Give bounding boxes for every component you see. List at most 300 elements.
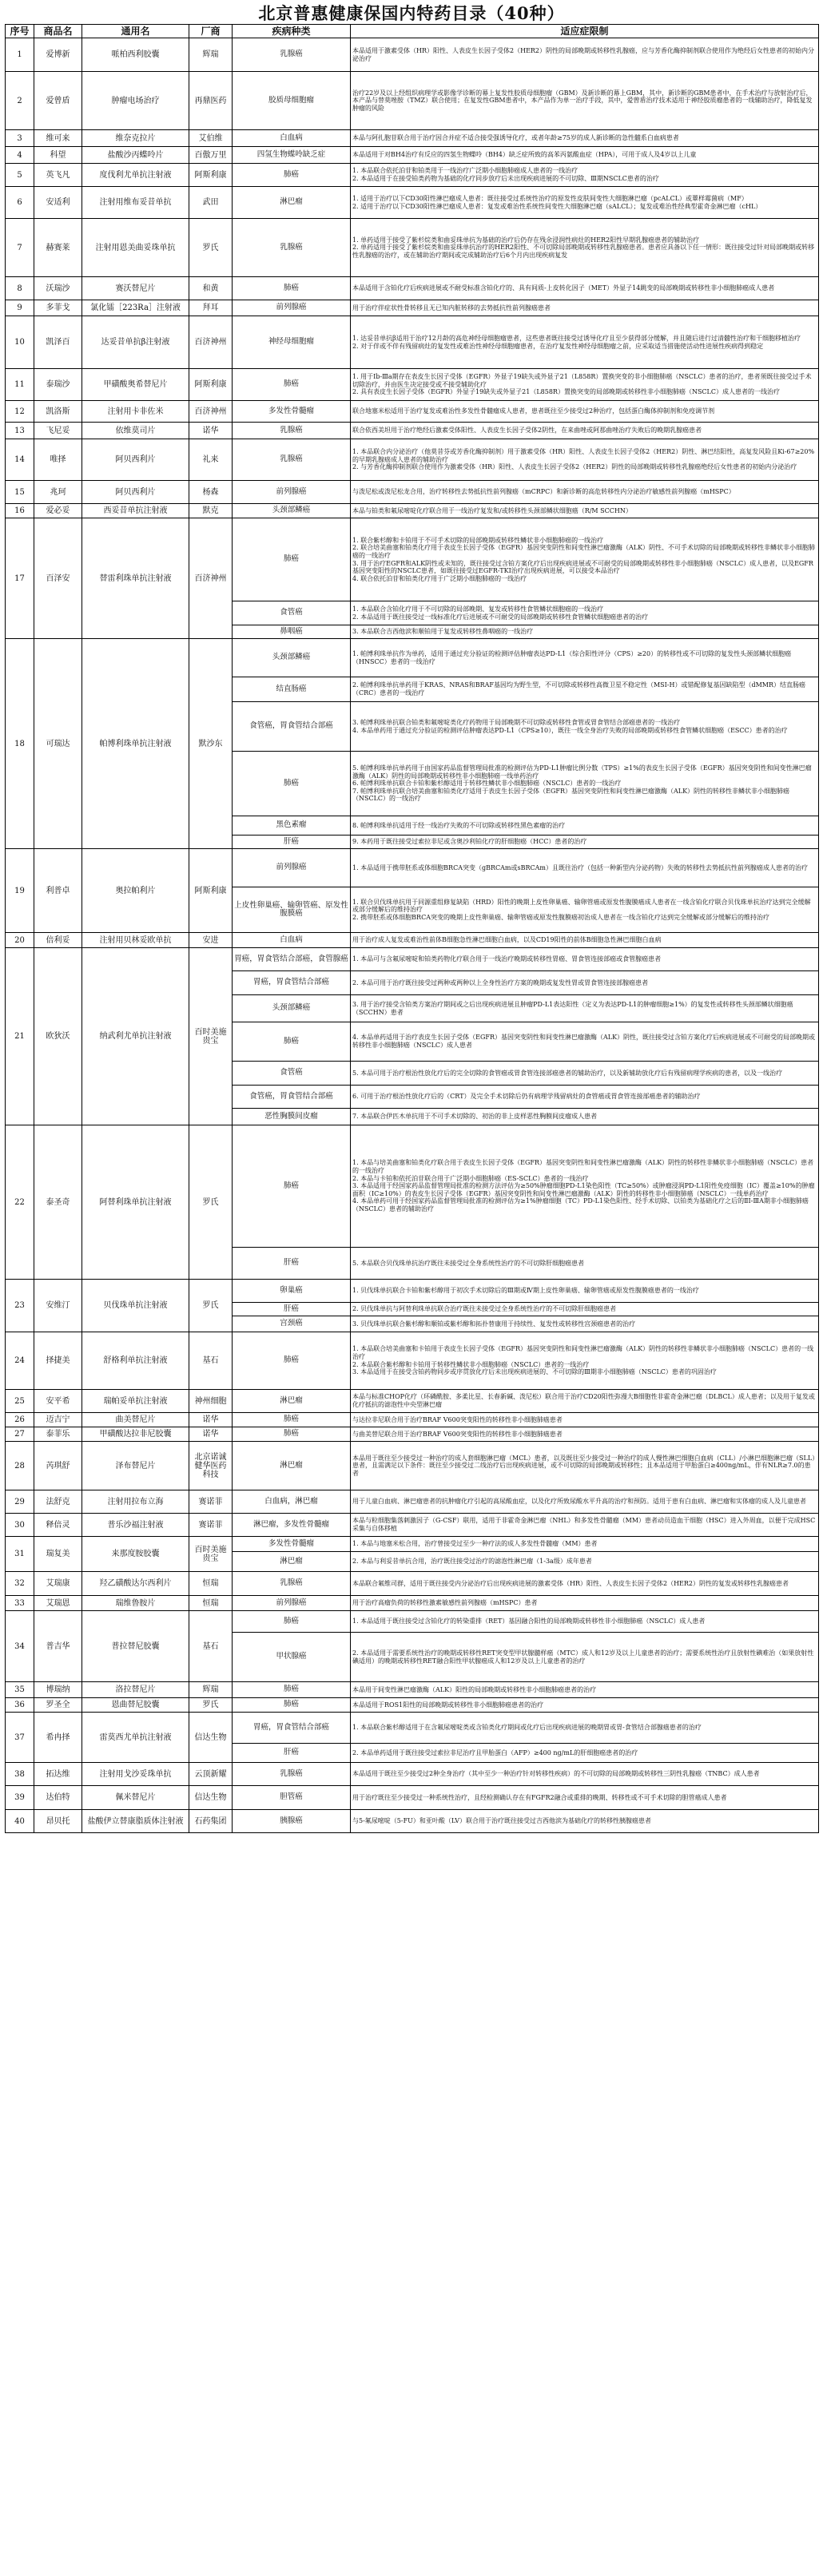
generic-name-cell: 甲磺酸达拉非尼胶囊 — [82, 1427, 189, 1442]
seq-cell: 28 — [6, 1442, 34, 1490]
manufacturer-cell: 礼来 — [189, 439, 233, 481]
table-row — [6, 1763, 819, 1786]
indication-cell — [351, 1713, 819, 1744]
manufacturer-cell: 信达生物 — [189, 1713, 233, 1763]
seq-cell: 7 — [6, 219, 34, 277]
indication-text: 1. 本品与地塞米松合用，治疗曾接受过至少一种疗法的成人多发性骨髓瘤（MM）患者 — [352, 1540, 598, 1548]
seq-cell: 3 — [6, 130, 34, 147]
indication-text: 9. 本药用于既往接受过索拉非尼或含奥沙利铂化疗的肝细胞癌（HCC）患者的治疗 — [352, 838, 587, 846]
manufacturer-cell: 诺华 — [189, 1427, 233, 1442]
indication-text: 1. 本品联合含铂化疗用于不可切除的局部晚期、复发或转移性食管鳞状细胞癌的一线治疗 2. 本品适用于既往接受过一线标准化疗后进展或不可耐受的局部晚期或转移性食管鳞状细胞癌患者的治疗 — [352, 605, 649, 621]
table-row — [6, 518, 819, 601]
seq-cell: 40 — [6, 1810, 34, 1833]
indication-cell — [351, 1786, 819, 1810]
generic-name-cell: 替雷利珠单抗注射液 — [82, 518, 189, 639]
product-name-cell: 罗圣全 — [34, 1698, 82, 1713]
indication-cell — [351, 72, 819, 130]
table-row — [6, 72, 819, 130]
seq-cell: 13 — [6, 423, 34, 439]
indication-text: 4. 本品单药适用于治疗表皮生长因子受体（EGFR）基因突变阴性和间变性淋巴瘤激酶（ALK）阴性，既往接受过含铂方案化疗后疾病进展或不可耐受的局部晚期或转移性非小细胞肺癌（NSCLC）成人患者 — [352, 1034, 816, 1049]
disease-cell: 乳腺癌 — [233, 38, 351, 72]
indication-cell — [351, 1572, 819, 1596]
header-generic: 通用名 — [82, 25, 189, 38]
indication-text: 本品与标准CHOP化疗（环磷酰胺、多柔比星、长春新碱、泼尼松）联合用于治疗CD20阳性弥漫大B细胞性非霍奇金淋巴瘤（DLBCL）成人患者；以及用于复发或化疗抵抗的滤泡性中央型淋巴瘤 — [352, 1393, 815, 1408]
generic-name-cell: 度伐利尤单抗注射液 — [82, 164, 189, 187]
disease-cell: 食管癌，胃食管结合部癌 — [233, 702, 351, 752]
header-indication: 适应症限制 — [351, 25, 819, 38]
indication-text: 2. 本品与利妥昔单抗合用，治疗既往接受过治疗的滤泡性淋巴瘤（1-3a级）成年患者 — [352, 1558, 592, 1566]
disease-cell: 头颈部鳞癌 — [233, 995, 351, 1022]
product-name-cell: 爱必妥 — [34, 504, 82, 518]
product-name-cell: 爱博新 — [34, 38, 82, 72]
disease-cell: 乳腺癌 — [233, 1763, 351, 1786]
disease-cell: 鼻咽癌 — [233, 625, 351, 639]
product-name-cell: 泰菲乐 — [34, 1427, 82, 1442]
disease-cell: 肺癌 — [233, 1611, 351, 1633]
product-name-cell: 安适利 — [34, 187, 82, 219]
table-row — [6, 504, 819, 518]
product-name-cell: 维可来 — [34, 130, 82, 147]
product-name-cell: 利普卓 — [34, 849, 82, 933]
generic-name-cell: 羟乙磺酸达尔西利片 — [82, 1572, 189, 1596]
disease-cell: 卵巢癌 — [233, 1280, 351, 1303]
manufacturer-cell: 石药集团 — [189, 1810, 233, 1833]
indication-text: 2. 贝伐珠单抗与阿替利珠单抗联合治疗既往未接受过全身系统性治疗的不可切除肝细胞癌患者 — [352, 1305, 617, 1313]
generic-name-cell: 雷莫西尤单抗注射液 — [82, 1713, 189, 1763]
manufacturer-cell: 艾伯维 — [189, 130, 233, 147]
manufacturer-cell: 拜耳 — [189, 300, 233, 316]
indication-cell — [351, 219, 819, 277]
product-name-cell: 兆珂 — [34, 481, 82, 504]
disease-cell: 宫颈癌 — [233, 1316, 351, 1332]
seq-cell: 2 — [6, 72, 34, 130]
indication-cell — [351, 369, 819, 401]
indication-cell — [351, 752, 819, 816]
indication-cell — [351, 1109, 819, 1125]
product-name-cell: 迈吉宁 — [34, 1413, 82, 1427]
indication-text: 1. 本品适用于既往接受过含铂化疗的转染重排（RET）基因融合阳性的局部晚期或转移性非小细胞肺癌（NSCLC）成人患者 — [352, 1617, 706, 1625]
indication-cell — [351, 702, 819, 752]
manufacturer-cell: 诺华 — [189, 1413, 233, 1427]
indication-text: 7. 本品联合伊匹木单抗用于不可手术切除的、初治的非上皮样恶性胸膜间皮瘤成人患者 — [352, 1113, 598, 1121]
indication-text: 与达拉非尼联合用于治疗BRAF V600突变阳性的转移性非小细胞肺癌患者 — [352, 1415, 563, 1423]
manufacturer-cell: 信达生物 — [189, 1786, 233, 1810]
indication-cell — [351, 625, 819, 639]
disease-cell: 淋巴瘤 — [233, 1552, 351, 1572]
indication-text: 1. 本品联合内分泌治疗（他莫昔芬或芳香化酶抑制剂）用于激素受体（HR）阳性、人表皮生长因子受体2（HER2）阴性、淋巴结阳性，高复发风险且Ki-67≥20%的早期乳腺癌成人患者的辅助治疗 2. 与芳香化酶抑制剂联合使用作为激素受体（HR）阳性、人表皮生长因子受体2（HER2）阴性的局部晚期或转移性乳腺癌绝经后女性患者的初始内分泌治疗 — [352, 448, 815, 471]
table-row — [6, 639, 819, 677]
disease-cell: 多发性骨髓瘤 — [233, 1537, 351, 1552]
product-name-cell: 赫赛莱 — [34, 219, 82, 277]
indication-text: 1. 适用于治疗以下CD30阳性淋巴瘤成人患者：既往接受过系统性治疗的原发性皮肤间变性大细胞淋巴瘤（pcALCL）或蕈样霉菌病（MF） 2. 适用于治疗以下CD30阳性淋巴瘤成人患者：复发或难治性系统性间变性大细胞淋巴瘤（sALCL）；复发或难治性经典型霍奇金淋巴瘤（cHL） — [352, 194, 762, 210]
indication-cell — [351, 1611, 819, 1633]
disease-cell: 乳腺癌 — [233, 219, 351, 277]
seq-cell: 19 — [6, 849, 34, 933]
disease-cell: 胆管癌 — [233, 1786, 351, 1810]
manufacturer-cell: 诺华 — [189, 423, 233, 439]
seq-cell: 20 — [6, 933, 34, 948]
indication-cell — [351, 849, 819, 887]
indication-cell — [351, 1062, 819, 1086]
product-name-cell: 倍利妥 — [34, 933, 82, 948]
product-name-cell: 唯择 — [34, 439, 82, 481]
seq-cell: 33 — [6, 1596, 34, 1611]
manufacturer-cell: 神州细胞 — [189, 1390, 233, 1413]
generic-name-cell: 赛沃替尼片 — [82, 277, 189, 300]
table-row — [6, 38, 819, 72]
seq-cell: 16 — [6, 504, 34, 518]
disease-cell: 肝癌 — [233, 1303, 351, 1316]
header-product: 商品名 — [34, 25, 82, 38]
indication-cell — [351, 439, 819, 481]
product-name-cell: 凯泽百 — [34, 316, 82, 369]
disease-cell: 肺癌 — [233, 369, 351, 401]
product-name-cell: 法舒克 — [34, 1490, 82, 1514]
indication-cell — [351, 147, 819, 164]
indication-cell — [351, 1552, 819, 1572]
indication-cell — [351, 1744, 819, 1763]
indication-cell — [351, 836, 819, 849]
seq-cell: 9 — [6, 300, 34, 316]
seq-cell: 34 — [6, 1611, 34, 1682]
disease-cell: 肺癌 — [233, 1332, 351, 1390]
manufacturer-cell: 百时美施贵宝 — [189, 1537, 233, 1572]
indication-cell — [351, 1248, 819, 1280]
indication-text: 6. 可用于治疗根治性放化疗后的（CRT）及完全手术切除后仍有病理学残留病灶的食管癌或胃食管连接部癌患者的辅助治疗 — [352, 1093, 701, 1101]
table-row — [6, 423, 819, 439]
drug-catalog-table — [5, 24, 819, 1833]
generic-name-cell: 注射用维布妥昔单抗 — [82, 187, 189, 219]
product-name-cell: 拓达维 — [34, 1763, 82, 1786]
disease-cell: 食管癌，胃食管结合部癌 — [233, 1086, 351, 1109]
manufacturer-cell: 再鼎医药 — [189, 72, 233, 130]
disease-cell: 白血病 — [233, 933, 351, 948]
table-row — [6, 1413, 819, 1427]
generic-name-cell: 舒格利单抗注射液 — [82, 1332, 189, 1390]
generic-name-cell: 普乐沙福注射液 — [82, 1514, 189, 1537]
indication-text: 2. 帕博利珠单抗单药用于KRAS、NRAS和BRAF基因均为野生型，不可切除或转移性高微卫星不稳定性（MSI-H）或错配修复基因缺陷型（dMMR）结直肠癌（CRC）患者的一线治疗 — [352, 681, 805, 697]
generic-name-cell: 瑞帕妥单抗注射液 — [82, 1390, 189, 1413]
header-seq: 序号 — [6, 25, 34, 38]
indication-cell — [351, 1332, 819, 1390]
disease-cell: 肺癌 — [233, 164, 351, 187]
product-name-cell: 飞尼妥 — [34, 423, 82, 439]
indication-cell — [351, 887, 819, 933]
manufacturer-cell: 武田 — [189, 187, 233, 219]
seq-cell: 32 — [6, 1572, 34, 1596]
indication-cell — [351, 1682, 819, 1698]
manufacturer-cell: 赛诺菲 — [189, 1514, 233, 1537]
disease-cell: 肺癌 — [233, 277, 351, 300]
indication-cell — [351, 1698, 819, 1713]
generic-name-cell: 恩曲替尼胶囊 — [82, 1698, 189, 1713]
indication-cell — [351, 677, 819, 702]
indication-cell — [351, 601, 819, 625]
table-row — [6, 1682, 819, 1698]
manufacturer-cell: 百济神州 — [189, 316, 233, 369]
disease-cell: 肺癌 — [233, 1413, 351, 1427]
indication-cell — [351, 1086, 819, 1109]
product-name-cell: 希冉择 — [34, 1713, 82, 1763]
manufacturer-cell: 百傲万里 — [189, 147, 233, 164]
disease-cell: 白血病，淋巴瘤 — [233, 1490, 351, 1514]
table-row — [6, 1713, 819, 1744]
indication-cell — [351, 971, 819, 995]
indication-text: 本品适用于含铂化疗后疾病进展或不耐受标准含铂化疗的、具有间质-上皮转化因子（MET）外显子14跳变的局部晚期或转移性非小细胞肺癌成人患者 — [352, 284, 775, 292]
table-row — [6, 1490, 819, 1514]
table-row — [6, 1442, 819, 1490]
product-name-cell: 沃瑞沙 — [34, 277, 82, 300]
indication-cell — [351, 38, 819, 72]
product-name-cell: 英飞凡 — [34, 164, 82, 187]
indication-text: 1. 本品联合依托泊苷和铂类用于一线治疗广泛期小细胞肺癌成人患者的一线治疗 2. 本品适用于在接受铂类药物为基础的化疗同步放疗后未出现疾病进展的不可切除、Ⅲ期NSCLC患者的治疗 — [352, 167, 659, 182]
indication-text: 1. 本品联合培美曲塞和卡铂用于表皮生长因子受体（EGFR）基因突变阴性和间变性淋巴瘤激酶（ALK）阴性的转移性非鳞状非小细胞肺癌（NSCLC）患者的一线治疗 2. 本品联合紫杉醇和卡铂用于转移性鳞状非小细胞肺癌（NSCLC）患者的一线治疗 3. 本品适用于在接受含铂药物同步或序贯放化疗后未出现疾病进展的、不可切除的Ⅲ期非小细胞肺癌（NSCLC）患者的巩固治疗 — [352, 1345, 814, 1376]
manufacturer-cell: 基石 — [189, 1611, 233, 1682]
disease-cell: 肺癌 — [233, 1682, 351, 1698]
indication-cell — [351, 1490, 819, 1514]
table-header-row — [6, 25, 819, 38]
table-row — [6, 1125, 819, 1248]
seq-cell: 17 — [6, 518, 34, 639]
manufacturer-cell: 恒瑞 — [189, 1572, 233, 1596]
manufacturer-cell: 默克 — [189, 504, 233, 518]
table-row — [6, 1786, 819, 1810]
seq-cell: 12 — [6, 401, 34, 423]
indication-text: 2. 本品可用于治疗既往接受过两种或两种以上全身性治疗方案的晚期或复发性胃或胃食管连接部腺癌患者 — [352, 978, 649, 986]
indication-text: 本品联合氟维司群，适用于既往接受内分泌治疗后出现疾病进展的激素受体（HR）阳性、人表皮生长因子受体2（HER2）阴性的复发或转移性乳腺癌患者 — [352, 1579, 789, 1587]
indication-text: 1. 本品与培美曲塞和铂类化疗联合用于表皮生长因子受体（EGFR）基因突变阴性和间变性淋巴瘤激酶（ALK）阴性的转移性非鳞状非小细胞肺癌（NSCLC）患者的一线治疗 2. 本品与卡铂和依托泊苷联合用于广泛期小细胞肺癌（ES-SCLC）患者的一线治疗 3. 本品适用于经国家药品监督管理局批准的检测方法评估为≥50%肿瘤细胞PD-L1染色阳性（TC≥50%）或肿瘤浸润PD-L1阳性免疫细胞（IC）覆盖≥10%的肿瘤面积（IC≥10%）的表皮生长因子受体（EGFR）基因突变阴性和间变性淋巴瘤激酶（ALK）阴性的转移性非小细胞肺癌（NSCLC）一线单药治疗 4. 本品单药可用于经国家药品监督管理局批准的检测评估为≥1%肿瘤细胞（TC）PD-L1染色阳性、经手术切除、以铂类为基础化疗之后的ⅡⅠ-ⅢA期非小细胞肺癌（NSCLC）患者的辅助治疗 — [352, 1159, 815, 1213]
indication-text: 联合依西美坦用于治疗绝经后激素受体阳性、人表皮生长因子受体2阴性，在来曲唑或阿那曲唑治疗失败后的晚期乳腺癌患者 — [352, 427, 702, 435]
seq-cell: 30 — [6, 1514, 34, 1537]
indication-cell — [351, 1427, 819, 1442]
generic-name-cell: 注射用戈沙妥珠单抗 — [82, 1763, 189, 1786]
indication-text: 3. 本品联合吉西他滨和顺铂用于复发或转移性鼻咽癌的一线治疗 — [352, 628, 534, 636]
indication-cell — [351, 1390, 819, 1413]
disease-cell: 胃癌，胃食管结合部癌 — [233, 1713, 351, 1744]
indication-cell — [351, 1125, 819, 1248]
disease-cell: 胶质母细胞瘤 — [233, 72, 351, 130]
disease-cell: 甲状腺癌 — [233, 1633, 351, 1682]
indication-text: 联合地塞米松适用于治疗复发或难治性多发性骨髓瘤成人患者，患者既往至少接受过2种治疗，包括蛋白酶体抑制剂和免疫调节剂 — [352, 407, 715, 415]
disease-cell: 结直肠癌 — [233, 677, 351, 702]
table-row — [6, 219, 819, 277]
indication-text: 1. 本品可与含氟尿嘧啶和铂类药物化疗联合用于一线治疗晚期或转移性胃癌、胃食管连接部癌或食管腺癌患者 — [352, 955, 662, 963]
indication-text: 3. 帕博利珠单抗联合铂类和氟嘧啶类化疗药物用于局部晚期不可切除或转移性食管或胃食管结合部癌患者的一线治疗 4. 本品单药用于通过充分验证的检测评估肿瘤表达PD-L1（CPS≥10），既往一线全身治疗失败的局部晚期或转移性食管鳞状细胞癌（ESCC）患者的治疗 — [352, 718, 788, 734]
seq-cell: 6 — [6, 187, 34, 219]
disease-cell: 淋巴瘤 — [233, 1442, 351, 1490]
indication-cell — [351, 1596, 819, 1611]
generic-name-cell: 注射用拉布立海 — [82, 1490, 189, 1514]
indication-text: 治疗22岁及以上经组织病理学或影像学诊断的幕上复发性胶质母细胞瘤（GBM）及新诊断的幕上GBM，其中，新诊断的GBM患者中，在手术治疗与放射治疗后，本产品与替莫唑胺（TMZ）联合使用；在复发性GBM患者中，本产品作为单一治疗手段，其中，爱曾盾治疗技术适用于神经胶质瘤患者的一线辅助治疗，降低复发肿瘤的风险 — [352, 89, 813, 112]
indication-cell — [351, 1633, 819, 1682]
indication-text: 2. 本品单药适用于既往接受过索拉非尼治疗且甲胎蛋白（AFP）≥400 ng/mL的肝细胞癌患者的治疗 — [352, 1748, 638, 1756]
disease-cell: 肺癌 — [233, 518, 351, 601]
indication-cell — [351, 1537, 819, 1552]
table-row — [6, 439, 819, 481]
generic-name-cell: 注射用卡非佐米 — [82, 401, 189, 423]
seq-cell: 1 — [6, 38, 34, 72]
indication-text: 用于儿童白血病、淋巴瘤患者的抗肿瘤化疗引起的高尿酸血症，以及化疗所致尿酸水平升高的治疗和预防。适用于患有白血病、淋巴瘤和实体瘤的成人及儿童患者 — [352, 1498, 806, 1506]
disease-cell: 前列腺癌 — [233, 481, 351, 504]
seq-cell: 14 — [6, 439, 34, 481]
seq-cell: 8 — [6, 277, 34, 300]
manufacturer-cell: 阿斯利康 — [189, 164, 233, 187]
indication-text: 本品用于间变性淋巴瘤激酶（ALK）阳性的局部晚期或转移性非小细胞肺癌患者的治疗 — [352, 1685, 597, 1693]
indication-cell — [351, 948, 819, 971]
disease-cell: 乳腺癌 — [233, 1572, 351, 1596]
indication-text: 本品适用于既往至少接受过2种全身治疗（其中至少一种治疗针对转移性疾病）的不可切除的局部晚期或转移性三阴性乳腺癌（TNBC）成人患者 — [352, 1770, 760, 1778]
product-name-cell: 艾瑞康 — [34, 1572, 82, 1596]
seq-cell: 10 — [6, 316, 34, 369]
seq-cell: 31 — [6, 1537, 34, 1572]
manufacturer-cell: 杨森 — [189, 481, 233, 504]
product-name-cell: 安平希 — [34, 1390, 82, 1413]
header-disease: 疾病种类 — [233, 25, 351, 38]
disease-cell: 多发性骨髓瘤 — [233, 401, 351, 423]
generic-name-cell: 依维莫司片 — [82, 423, 189, 439]
seq-cell: 24 — [6, 1332, 34, 1390]
indication-cell — [351, 1303, 819, 1316]
manufacturer-cell: 百济神州 — [189, 401, 233, 423]
table-row — [6, 1280, 819, 1303]
disease-cell: 胰腺癌 — [233, 1810, 351, 1833]
page-title: 北京普惠健康保国内特药目录（40种） — [258, 3, 565, 23]
indication-cell — [351, 1280, 819, 1303]
disease-cell: 肺癌 — [233, 1427, 351, 1442]
seq-cell: 38 — [6, 1763, 34, 1786]
indication-cell — [351, 187, 819, 219]
manufacturer-cell: 云顶新耀 — [189, 1763, 233, 1786]
disease-cell: 神经母细胞瘤 — [233, 316, 351, 369]
indication-cell — [351, 300, 819, 316]
product-name-cell: 泰瑞沙 — [34, 369, 82, 401]
seq-cell: 5 — [6, 164, 34, 187]
product-name-cell: 可瑞达 — [34, 639, 82, 849]
indication-cell — [351, 504, 819, 518]
manufacturer-cell: 百时美施贵宝 — [189, 948, 233, 1125]
indication-text: 5. 本品可用于治疗根治性放化疗后的完全切除的食管癌或胃食管连接部癌患者的辅助治疗，以及新辅助放化疗后有残留病理学疾病的患者，以及一线治疗 — [352, 1069, 783, 1077]
disease-cell: 胃癌，胃食管结合部癌 — [233, 971, 351, 995]
disease-cell: 淋巴瘤 — [233, 1390, 351, 1413]
indication-text: 3. 用于治疗接受含铂类方案治疗期间或之后出现疾病进展且肿瘤PD-L1表达阳性（定义为表达PD-L1的肿瘤细胞≥1%）的复发性或转移性头颈部鳞状细胞癌（SCCHN）患者 — [352, 1000, 793, 1016]
disease-cell: 肝癌 — [233, 836, 351, 849]
product-name-cell: 科望 — [34, 147, 82, 164]
indication-cell — [351, 1022, 819, 1062]
table-row — [6, 1611, 819, 1633]
product-name-cell: 达伯特 — [34, 1786, 82, 1810]
generic-name-cell: 甲磺酸奥希替尼片 — [82, 369, 189, 401]
indication-text: 1. 联合紫杉醇和卡铂用于不可手术切除的局部晚期或转移性鳞状非小细胞肺癌的一线治疗 2. 联合培美曲塞和铂类化疗用于表皮生长因子受体（EGFR）基因突变阴性和间变性淋巴瘤激酶（ALK）阴性、不可手术切除的局部晚期或转移性非鳞状非小细胞肺癌的一线治疗 3. 用于治疗EGFR和ALK阴性或未知的，既往接受过含铂方案化疗后出现疾病进展或不可耐受的局部晚期或转移性非小细胞肺癌（NSCLC）成人患者，以及EGFR基因突变阳性的NSCLC患者，如既往接受过EGFR-TKI治疗出现疾病进展，可以接受本品治疗 4. 联合依托泊苷和铂类化疗用于广泛期小细胞肺癌的一线治疗 — [352, 536, 816, 582]
generic-name-cell: 盐酸伊立替康脂质体注射液 — [82, 1810, 189, 1833]
disease-cell: 淋巴瘤，多发性骨髓瘤 — [233, 1514, 351, 1537]
manufacturer-cell: 罗氏 — [189, 1125, 233, 1280]
indication-cell — [351, 1514, 819, 1537]
manufacturer-cell: 辉瑞 — [189, 38, 233, 72]
manufacturer-cell: 基石 — [189, 1332, 233, 1390]
generic-name-cell: 肿瘤电场治疗 — [82, 72, 189, 130]
indication-text: 本品与阿扎胞苷联合用于治疗因合并症不适合接受强诱导化疗，或者年龄≥75岁的成人新诊断的急性髓系白血病患者 — [352, 134, 679, 142]
indication-cell — [351, 164, 819, 187]
indication-text: 1. 本品适用于携带胚系或体细胞BRCA突变（gBRCAm或sBRCAm）且既往治疗（包括一种新型内分泌药物）失败的转移性去势抵抗性前列腺癌成人患者的治疗 — [352, 863, 808, 871]
manufacturer-cell: 罗氏 — [189, 1698, 233, 1713]
disease-cell: 肝癌 — [233, 1744, 351, 1763]
disease-cell: 四氢生物蝶呤缺乏症 — [233, 147, 351, 164]
indication-cell — [351, 933, 819, 948]
indication-text: 本品适用于对BH4治疗有反应的四氢生物蝶呤（BH4）缺乏症所致的高苯丙氨酸血症（HPA），可用于成人及4岁以上儿童 — [352, 151, 697, 159]
seq-cell: 35 — [6, 1682, 34, 1698]
seq-cell: 22 — [6, 1125, 34, 1280]
table-row — [6, 481, 819, 504]
generic-name-cell: 注射用贝林妥欧单抗 — [82, 933, 189, 948]
manufacturer-cell: 默沙东 — [189, 639, 233, 849]
manufacturer-cell: 北京诺诚健华医药科技 — [189, 1442, 233, 1490]
manufacturer-cell: 阿斯利康 — [189, 369, 233, 401]
product-name-cell: 爱曾盾 — [34, 72, 82, 130]
disease-cell: 前列腺癌 — [233, 300, 351, 316]
indication-text: 本品与铂类和氟尿嘧啶化疗联合用于一线治疗复发和/或转移性头颈部鳞状细胞癌（R/M SCCHN） — [352, 506, 632, 514]
indication-cell — [351, 277, 819, 300]
indication-text: 3. 贝伐珠单抗联合紫杉醇和顺铂或紫杉醇和拓扑替康用于持续性、复发性或转移性宫颈癌患者的治疗 — [352, 1320, 636, 1328]
table-row — [6, 849, 819, 887]
indication-text: 用于治疗高瘤负荷的转移性激素敏感性前列腺癌（mHSPC）患者 — [352, 1599, 538, 1607]
disease-cell: 恶性胸膜间皮瘤 — [233, 1109, 351, 1125]
disease-cell: 头颈部鳞癌 — [233, 639, 351, 677]
seq-cell: 37 — [6, 1713, 34, 1763]
product-name-cell: 安维汀 — [34, 1280, 82, 1332]
generic-name-cell: 佩米替尼片 — [82, 1786, 189, 1810]
disease-cell: 上皮性卵巢癌、输卵管癌、原发性腹膜癌 — [233, 887, 351, 933]
indication-cell — [351, 1810, 819, 1833]
indication-cell — [351, 1442, 819, 1490]
seq-cell: 11 — [6, 369, 34, 401]
indication-text: 与泼尼松或泼尼松龙合用，治疗转移性去势抵抗性前列腺癌（mCRPC）和新诊断的高危转移性内分泌治疗敏感性前列腺癌（mHSPC） — [352, 488, 735, 496]
indication-cell — [351, 639, 819, 677]
manufacturer-cell: 辉瑞 — [189, 1682, 233, 1698]
product-name-cell: 瑞复美 — [34, 1537, 82, 1572]
indication-text: 1. 本品联合紫杉醇适用于在含氟尿嘧啶类或含铂类化疗期间或化疗后出现疾病进展的晚期胃或胃-食管结合部腺癌患者的治疗 — [352, 1724, 702, 1732]
disease-cell: 前列腺癌 — [233, 849, 351, 887]
indication-text: 1. 用于Ⅰb-Ⅲa期存在表皮生长因子受体（EGFR）外显子19缺失或外显子21（L858R）置换突变的非小细胞肺癌（NSCLC）患者的治疗，患者须既往接受过手术切除治疗，并由医生决定接受或不接受辅助化疗 2. 具有表皮生长因子受体（EGFR）外显子19缺失或外显子21（L858R）置换突变的局部晚期或转移性非小细胞肺癌（NSCLC）成人患者的一线治疗 — [352, 373, 812, 396]
table-row — [6, 147, 819, 164]
table-row — [6, 948, 819, 971]
disease-cell: 胃癌，胃食管结合部癌，食管腺癌 — [233, 948, 351, 971]
indication-cell — [351, 316, 819, 369]
generic-name-cell: 纳武利尤单抗注射液 — [82, 948, 189, 1125]
disease-cell: 淋巴瘤 — [233, 187, 351, 219]
table-row — [6, 933, 819, 948]
table-row — [6, 1390, 819, 1413]
indication-text: 5. 本品联合贝伐珠单抗治疗既往未接受过全身系统性治疗的不可切除肝细胞癌患者 — [352, 1259, 585, 1267]
generic-name-cell: 哌柏西利胶囊 — [82, 38, 189, 72]
indication-text: 用于治疗既往至少接受过一种系统性治疗，且经检测确认存在有FGFR2融合或重排的晚期、转移性或不可手术切除的胆管癌成人患者 — [352, 1793, 727, 1801]
manufacturer-cell: 恒瑞 — [189, 1596, 233, 1611]
indication-cell — [351, 423, 819, 439]
generic-name-cell: 奥拉帕利片 — [82, 849, 189, 933]
disease-cell: 肺癌 — [233, 752, 351, 816]
generic-name-cell: 阿贝西利片 — [82, 439, 189, 481]
product-name-cell: 释倍灵 — [34, 1514, 82, 1537]
generic-name-cell: 曲美替尼片 — [82, 1413, 189, 1427]
product-name-cell: 艾瑞恩 — [34, 1596, 82, 1611]
indication-text: 与5-氟尿嘧啶（5-FU）和亚叶酸（LV）联合用于治疗既往接受过吉西他滨为基础化疗的转移性胰腺癌患者 — [352, 1817, 652, 1825]
disease-cell: 肺癌 — [233, 1698, 351, 1713]
manufacturer-cell: 罗氏 — [189, 219, 233, 277]
table-row — [6, 187, 819, 219]
indication-cell — [351, 130, 819, 147]
table-row — [6, 300, 819, 316]
seq-cell: 4 — [6, 147, 34, 164]
generic-name-cell: 西妥昔单抗注射液 — [82, 504, 189, 518]
